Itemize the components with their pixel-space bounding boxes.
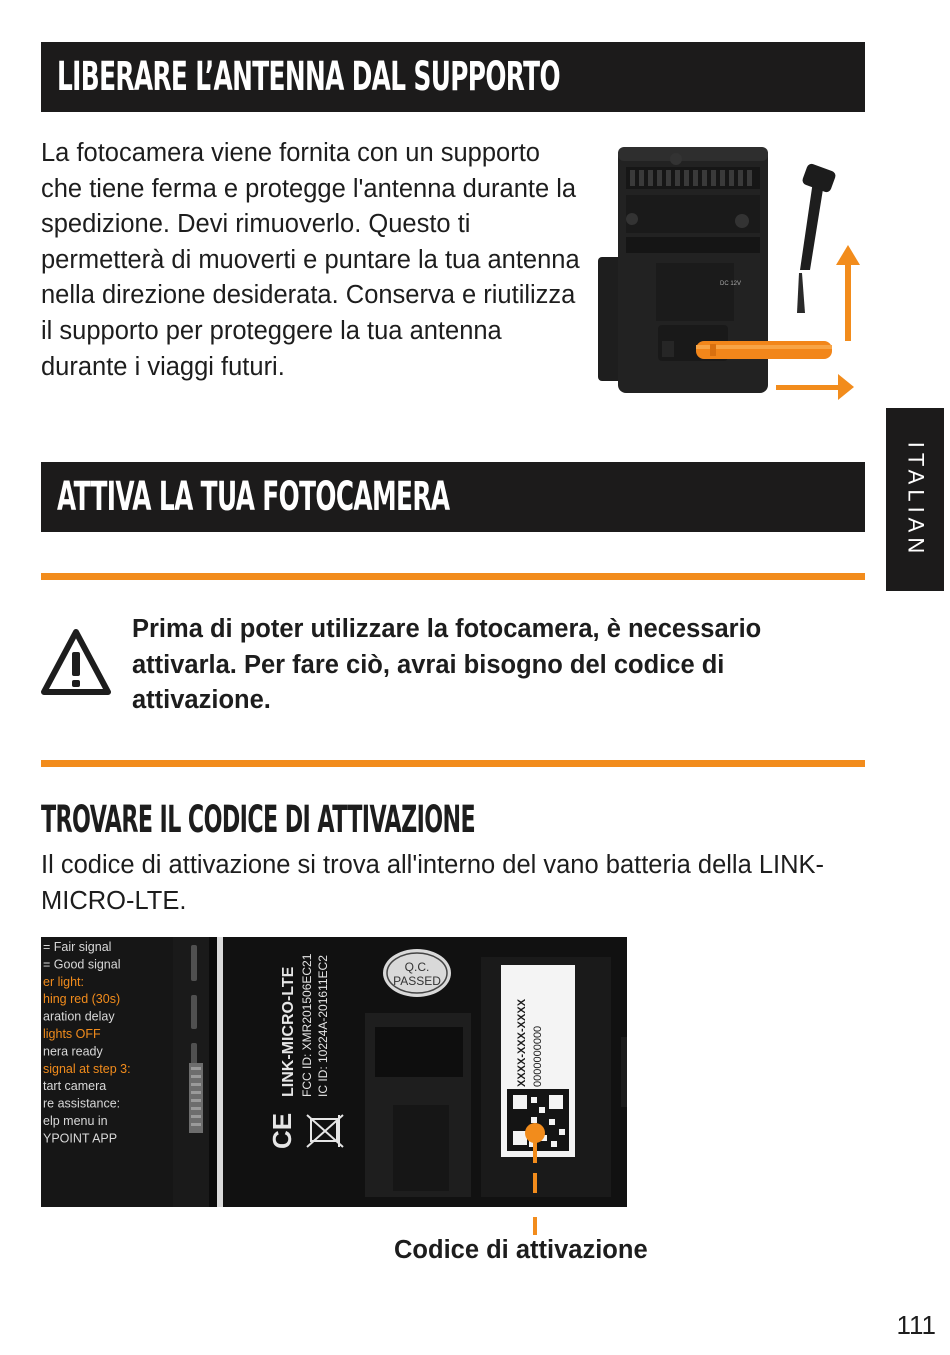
section-title: ATTIVA LA TUA FOTOCAMERA bbox=[57, 474, 450, 520]
up-arrow-icon bbox=[836, 245, 860, 341]
signal-legend-line: = Good signal bbox=[43, 957, 121, 972]
orange-divider-bottom bbox=[41, 760, 865, 767]
ic-id: IC ID: 10224A-201611EC2 bbox=[316, 955, 330, 1097]
dc-port-label: DC 12V bbox=[720, 281, 742, 287]
code-placeholder: XXXX-XXX-XXXX bbox=[516, 998, 528, 1087]
orange-divider-top bbox=[41, 573, 865, 580]
right-arrow-icon bbox=[776, 374, 854, 400]
camera-antenna-illustration bbox=[592, 145, 862, 410]
signal-legend-line: elp menu in bbox=[43, 1114, 108, 1128]
signal-legend-line: hing red (30s) bbox=[43, 992, 121, 1007]
activation-code-callout-label: Codice di attivazione bbox=[394, 1236, 648, 1264]
subheading-title: TROVARE IL CODICE DI ATTIVAZIONE bbox=[41, 798, 476, 841]
signal-legend-line: re assistance: bbox=[43, 1096, 121, 1111]
language-side-tab bbox=[886, 408, 944, 591]
activation-code-label bbox=[501, 965, 575, 1157]
language-label: ITALIAN bbox=[903, 441, 929, 558]
antenna-holder-graphic bbox=[696, 341, 832, 359]
ce-mark: CE bbox=[267, 1112, 297, 1149]
find-code-paragraph: Il codice di attivazione si trova all'interno del vano batteria della LINK-MICRO-LTE. bbox=[41, 851, 825, 915]
page-number: 111 bbox=[896, 1310, 936, 1340]
antenna-graphic bbox=[797, 163, 837, 313]
section-banner-activate bbox=[41, 462, 865, 532]
subheading-find-code bbox=[41, 798, 764, 842]
qc-line1: Q.C. bbox=[404, 960, 430, 974]
section-title: LIBERARE L’ANTENNA DAL SUPPORTO bbox=[57, 54, 560, 100]
signal-legend-line: er light: bbox=[43, 974, 84, 989]
warning-icon bbox=[40, 628, 112, 696]
signal-legend-line: aration delay bbox=[43, 1009, 115, 1024]
signal-legend-line: = Fair signal bbox=[43, 940, 112, 954]
fcc-id: FCC ID: XMR201506EC21 bbox=[300, 953, 314, 1097]
signal-legend-line: tart camera bbox=[43, 1079, 107, 1094]
callout-leader-line bbox=[530, 1133, 540, 1236]
serial-placeholder: 0000000000 bbox=[532, 1025, 544, 1087]
antenna-paragraph: La fotocamera viene fornita con un supporto che tiene ferma e protegge l'antenna durante la spedizione. Devi rimuoverlo. Questo ti permetterà di muoverti e puntare la tua antenna nella direzione desiderata. Conserva e riutilizza il supporto per proteggere la tua antenna durante i viaggi futuri. bbox=[41, 139, 580, 381]
signal-legend-line: YPOINT APP bbox=[43, 1131, 118, 1146]
model-name: LINK-MICRO-LTE bbox=[280, 966, 297, 1097]
qc-passed-sticker bbox=[383, 949, 451, 997]
activation-warning-text: Prima di poter utilizzare la fotocamera, è necessario attivarla. Per fare ciò, avrai bisogno del codice di attivazione. bbox=[132, 615, 762, 714]
signal-legend-line: nera ready bbox=[43, 1044, 103, 1059]
signal-legend-line: signal at step 3: bbox=[43, 1061, 131, 1076]
section-banner-antenna bbox=[41, 42, 865, 112]
qc-line2: PASSED bbox=[393, 974, 441, 988]
signal-legend-line: lights OFF bbox=[43, 1027, 101, 1041]
